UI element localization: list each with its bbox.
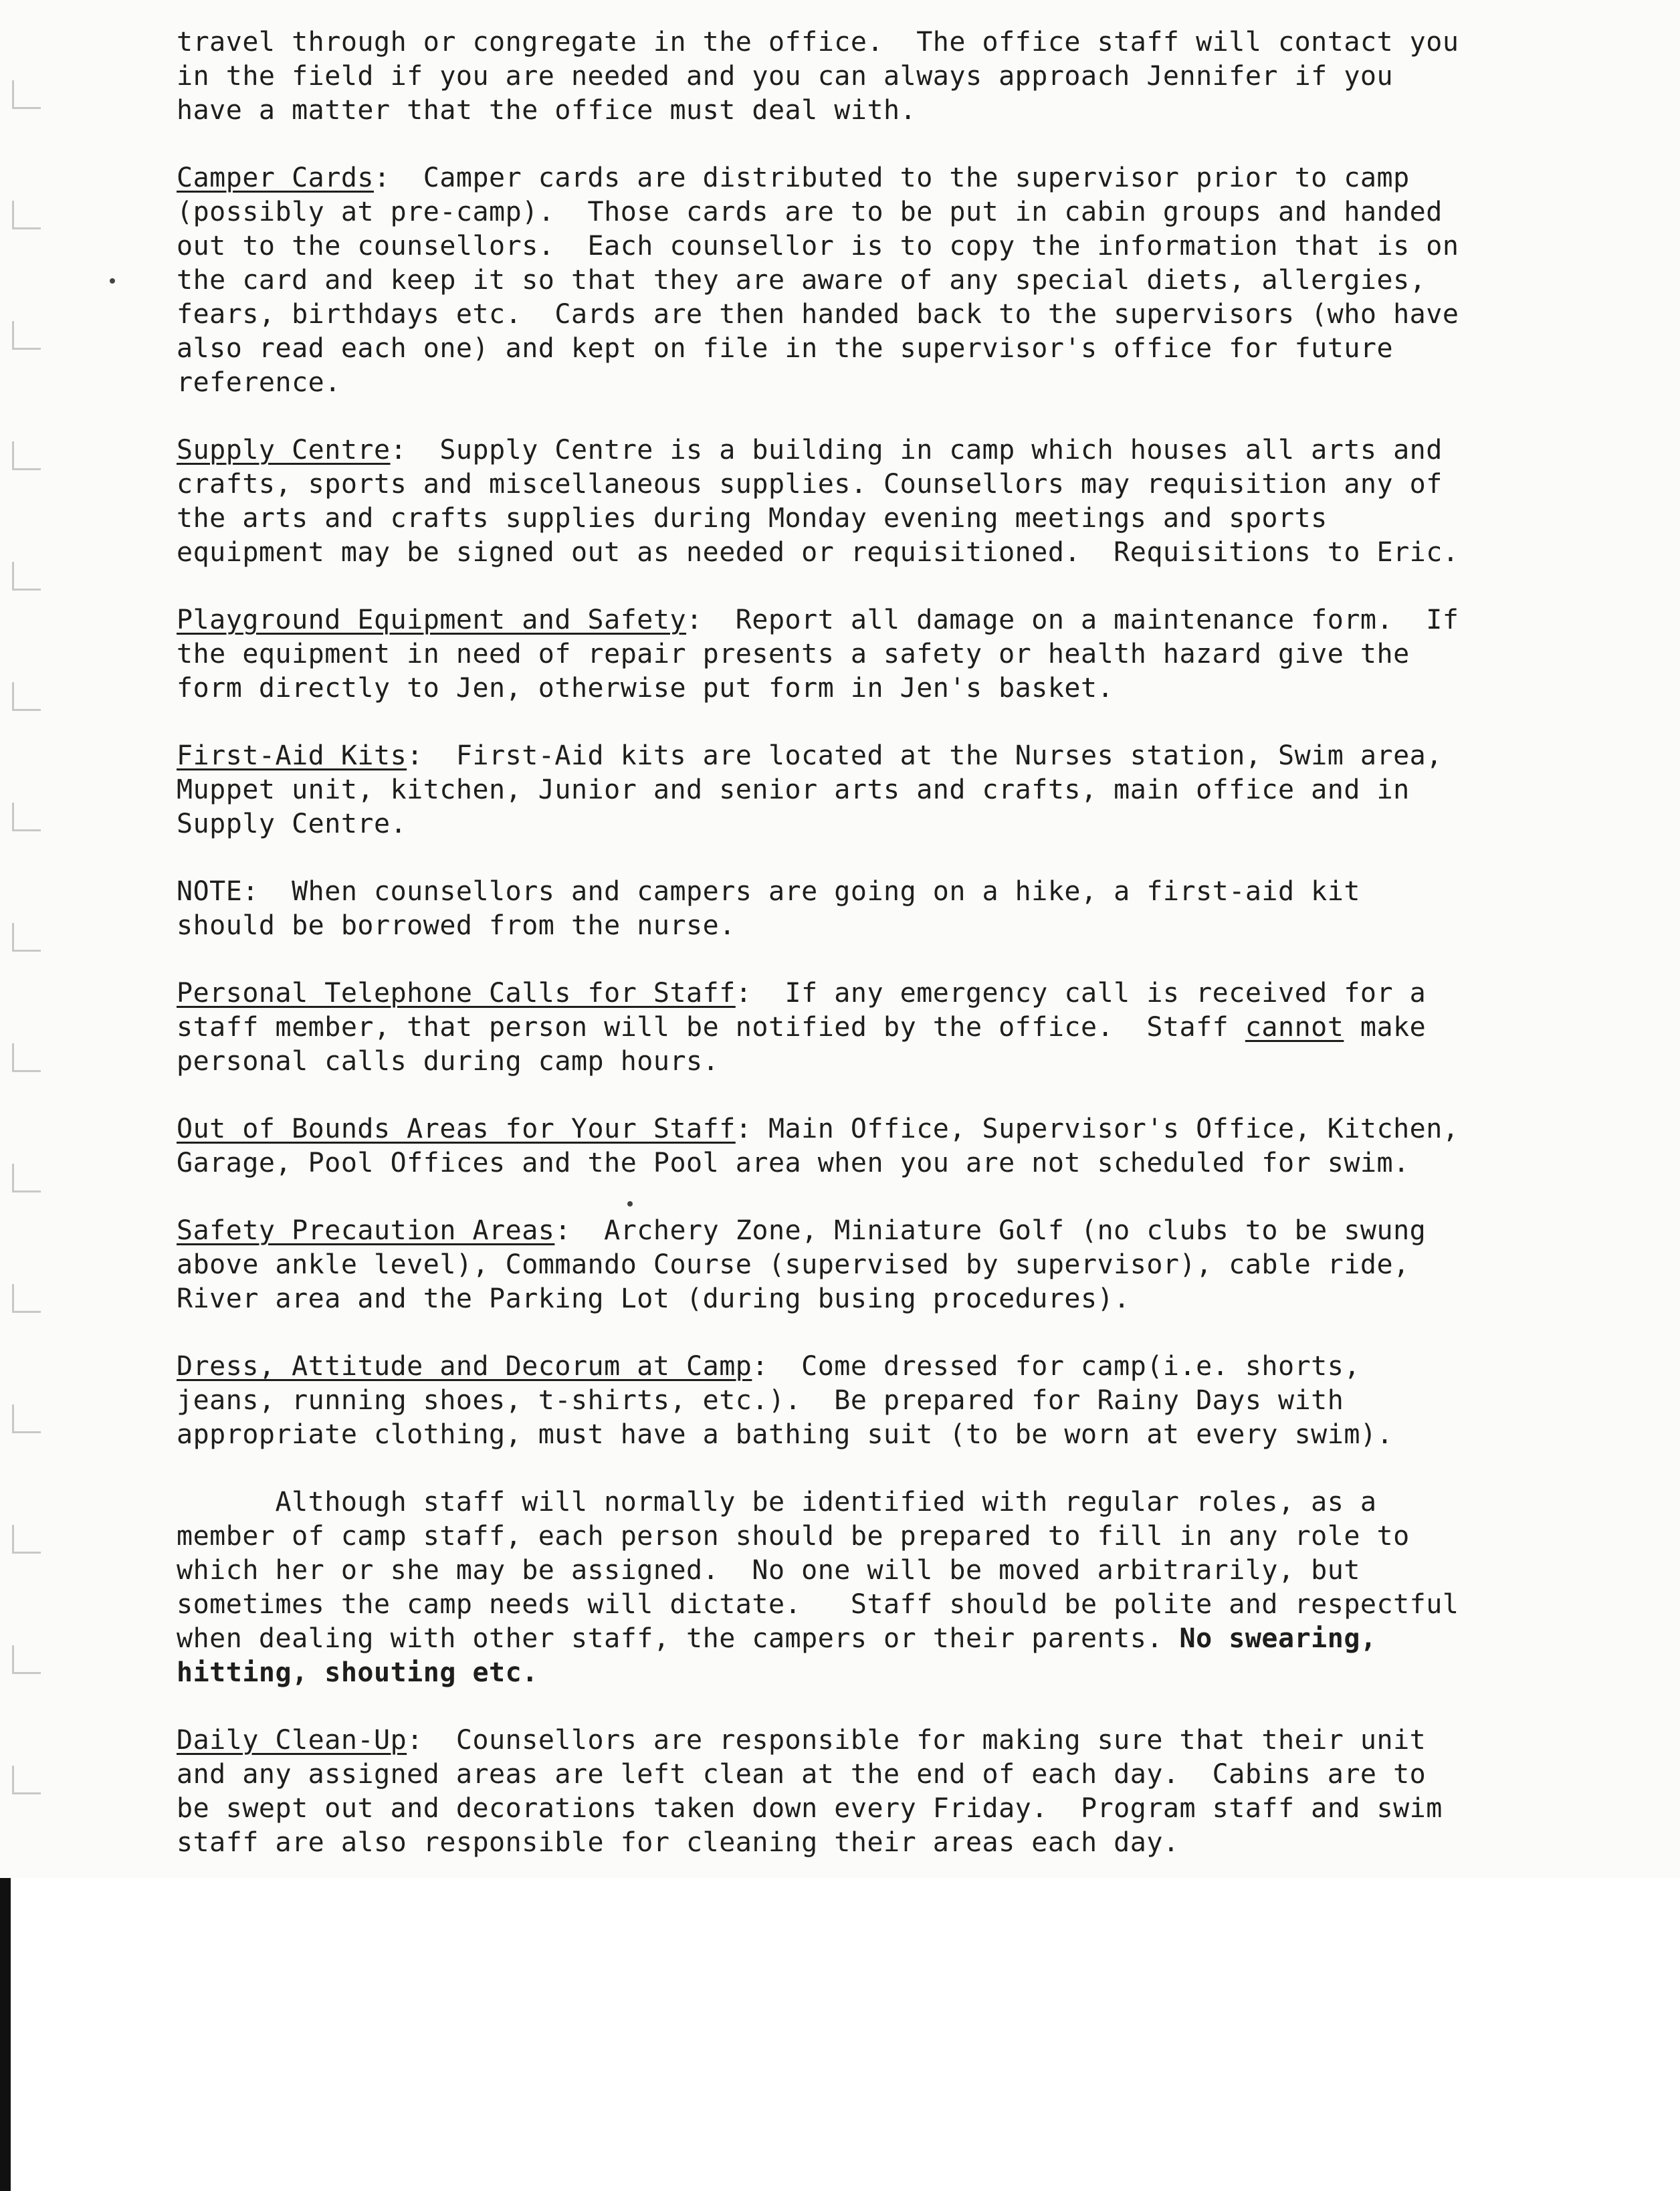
safety-areas-paragraph: [177, 1214, 1648, 1316]
text-line: should be borrowed from the nurse.: [177, 910, 736, 941]
binder-hole-mark: [12, 1404, 41, 1433]
dress-paragraph: [177, 1350, 1648, 1452]
binder-hole-mark: [12, 923, 41, 952]
text-line: : First-Aid kits are located at the Nurses station, Swim area,: [407, 740, 1443, 771]
binder-hole-mark: [12, 1043, 41, 1072]
text-line: staff member, that person will be notified by the office. Staff: [177, 1012, 1245, 1043]
binder-hole-mark: [12, 1525, 41, 1554]
text-line: : Come dressed for camp(i.e. shorts,: [752, 1351, 1360, 1382]
binder-hole-mark: [12, 1164, 41, 1192]
text-line: when dealing with other staff, the campers or their parents.: [177, 1623, 1180, 1654]
binder-hole-mark: [12, 803, 41, 831]
text-line: which her or she may be assigned. No one will be moved arbitrarily, but: [177, 1555, 1360, 1586]
text-line: : Main Office, Supervisor's Office, Kitchen,: [735, 1114, 1459, 1144]
text-line: make: [1344, 1012, 1427, 1043]
text-line: River area and the Parking Lot (during busing procedures).: [177, 1283, 1130, 1314]
text-line: Supply Centre.: [177, 809, 407, 839]
roles-paragraph: [177, 1485, 1648, 1690]
text-line: : Supply Centre is a building in camp which houses all arts and: [390, 435, 1443, 465]
cleanup-paragraph: [177, 1724, 1648, 1860]
telephone-paragraph: [177, 976, 1648, 1079]
section-heading: Daily Clean-Up: [177, 1725, 407, 1756]
text-line: (possibly at pre-camp). Those cards are to be put in cabin groups and handed: [177, 197, 1443, 227]
binder-hole-mark: [12, 682, 41, 711]
text-line: staff are also responsible for cleaning their areas each day.: [177, 1827, 1180, 1858]
section-heading: First-Aid Kits: [177, 740, 407, 771]
text-line: above ankle level), Commando Course (supervised by supervisor), cable ride,: [177, 1249, 1410, 1280]
camper-cards-paragraph: [177, 161, 1648, 400]
text-line: Although staff will normally be identified with regular roles, as a: [177, 1487, 1377, 1518]
binder-hole-mark: [12, 201, 41, 229]
section-heading: Safety Precaution Areas: [177, 1215, 555, 1246]
text-line: member of camp staff, each person should be prepared to fill in any role to: [177, 1521, 1410, 1552]
text-line: : Report all damage on a maintenance form. If: [686, 605, 1459, 635]
text-line: form directly to Jen, otherwise put form in Jen's basket.: [177, 673, 1114, 704]
office-paragraph: [177, 25, 1648, 128]
text-line: and any assigned areas are left clean at the end of each day. Cabins are to: [177, 1759, 1427, 1790]
text-line: sometimes the camp needs will dictate. Staff should be polite and respectful: [177, 1589, 1459, 1620]
text-line: : If any emergency call is received for a: [735, 978, 1427, 1009]
text-line: the arts and crafts supplies during Monday evening meetings and sports: [177, 503, 1328, 534]
out-of-bounds-paragraph: [177, 1112, 1648, 1180]
section-heading: Camper Cards: [177, 163, 374, 193]
text-line: : Counsellors are responsible for making sure that their unit: [407, 1725, 1427, 1756]
text-line: NOTE: When counsellors and campers are going on a hike, a first-aid kit: [177, 876, 1360, 907]
text-line: in the field if you are needed and you can always approach Jennifer if you: [177, 61, 1394, 92]
document-body: [177, 25, 1648, 1893]
text-line: : Archery Zone, Miniature Golf (no clubs to be swung: [554, 1215, 1427, 1246]
binder-hole-mark: [12, 80, 41, 109]
text-line: reference.: [177, 367, 341, 398]
emphasis-text: cannot: [1245, 1012, 1344, 1043]
text-line: travel through or congregate in the office. The office staff will contact you: [177, 27, 1459, 58]
first-aid-paragraph: [177, 739, 1648, 841]
binder-hole-mark: [12, 321, 41, 350]
binder-hole-mark: [12, 1766, 41, 1794]
text-line: have a matter that the office must deal with.: [177, 95, 917, 126]
text-line: Garage, Pool Offices and the Pool area when you are not scheduled for swim.: [177, 1148, 1410, 1178]
text-line: Muppet unit, kitchen, Junior and senior arts and crafts, main office and in: [177, 774, 1410, 805]
section-heading: Out of Bounds Areas for Your Staff: [177, 1114, 736, 1144]
text-line: be swept out and decorations taken down every Friday. Program staff and swim: [177, 1793, 1443, 1824]
binder-hole-mark: [12, 562, 41, 591]
binder-hole-mark: [12, 441, 41, 470]
scan-edge-strip: [0, 1878, 11, 2191]
text-line: out to the counsellors. Each counsellor is to copy the information that is on: [177, 231, 1459, 262]
supply-centre-paragraph: [177, 433, 1648, 570]
scan-speck: [110, 278, 115, 284]
text-line: crafts, sports and miscellaneous supplies. Counsellors may requisition any of: [177, 469, 1443, 500]
bold-text: No swearing,: [1179, 1623, 1377, 1654]
text-line: also read each one) and kept on file in the supervisor's office for future: [177, 333, 1394, 364]
text-line: appropriate clothing, must have a bathing suit (to be worn at every swim).: [177, 1419, 1394, 1450]
text-line: the equipment in need of repair presents a safety or health hazard give the: [177, 639, 1410, 669]
playground-paragraph: [177, 603, 1648, 706]
binder-hole-mark: [12, 1284, 41, 1313]
text-line: : Camper cards are distributed to the supervisor prior to camp: [373, 163, 1410, 193]
text-line: the card and keep it so that they are aware of any special diets, allergies,: [177, 265, 1427, 296]
section-heading: Personal Telephone Calls for Staff: [177, 978, 736, 1009]
bold-text: hitting, shouting etc.: [177, 1657, 538, 1688]
text-line: jeans, running shoes, t-shirts, etc.). Be prepared for Rainy Days with: [177, 1385, 1344, 1416]
section-heading: Supply Centre: [177, 435, 391, 465]
text-line: personal calls during camp hours.: [177, 1046, 720, 1077]
binder-hole-mark: [12, 1645, 41, 1674]
text-line: equipment may be signed out as needed or requisitioned. Requisitions to Eric.: [177, 537, 1459, 568]
note-paragraph: [177, 875, 1648, 943]
section-heading: Dress, Attitude and Decorum at Camp: [177, 1351, 752, 1382]
text-line: fears, birthdays etc. Cards are then handed back to the supervisors (who have: [177, 299, 1459, 330]
section-heading: Playground Equipment and Safety: [177, 605, 687, 635]
